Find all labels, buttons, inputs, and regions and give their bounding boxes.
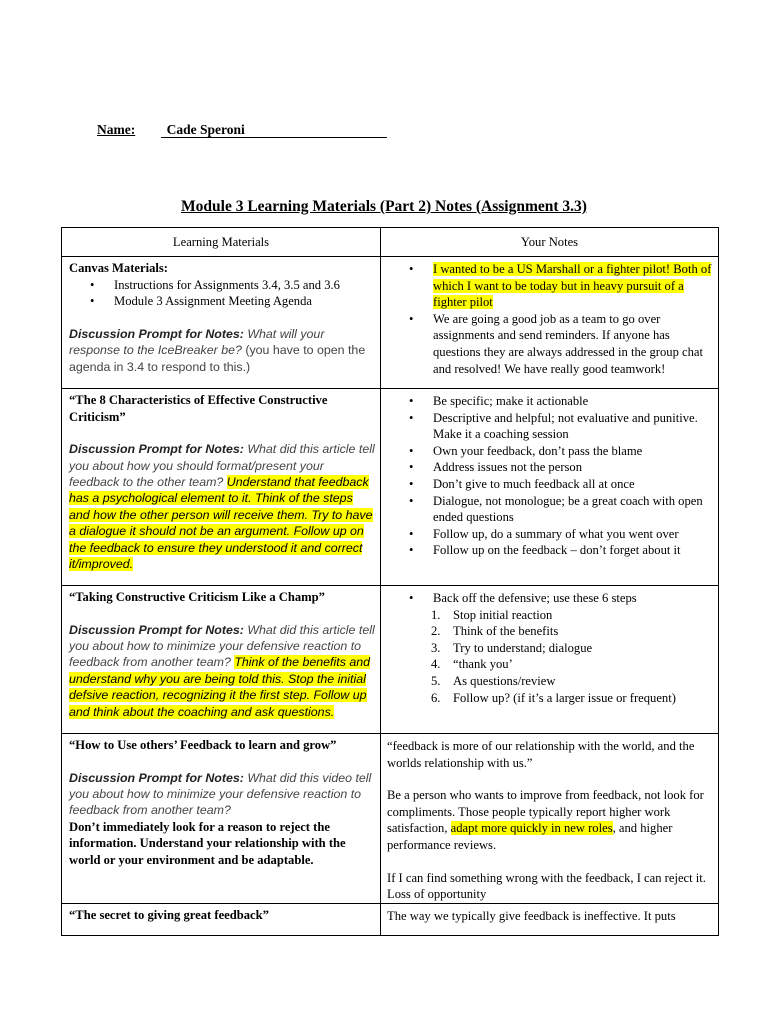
list-item: • Follow up, do a summary of what you went over	[387, 526, 712, 543]
list-item: • Descriptive and helpful; not evaluative and punitive. Make it a coaching session	[387, 410, 712, 443]
materials-cell	[62, 903, 381, 935]
prompt-extra: (you have to open the agenda in 3.4 to respond to this.)	[69, 343, 366, 374]
answer-text: Understand that feedback has a psychological element to it. Think of the steps and how the other person will receive them. Try to have a dialogue it should not be an argument. Follow up on the feedback to ensure they understood it and correct it/improved.	[69, 475, 373, 572]
materials-cell	[62, 734, 381, 904]
prompt-text: What will your response to the IceBreaker be?	[69, 326, 325, 358]
name-label: Name:	[97, 122, 136, 137]
notes-list	[387, 590, 712, 607]
col-header-learning-materials: Learning Materials	[62, 228, 381, 257]
row-heading: “Taking Constructive Criticism Like a Champ”	[69, 590, 325, 604]
discussion-prompt	[69, 326, 375, 375]
table-row	[62, 586, 719, 734]
materials-cell	[62, 389, 381, 586]
table-row	[62, 903, 719, 935]
notes-cell	[381, 903, 719, 935]
prompt-label: Discussion Prompt for Notes:	[69, 326, 244, 341]
note-paragraph: The way we typically give feedback is ineffective. It puts	[387, 908, 676, 923]
notes-list	[387, 393, 712, 559]
prompt-text: What did this article tell you about how you should format/present your feedback to the other team?	[69, 442, 375, 489]
prompt-label: Discussion Prompt for Notes:	[69, 770, 244, 785]
list-item: 4. “thank you’	[431, 657, 513, 672]
prompt-label: Discussion Prompt for Notes:	[69, 442, 244, 457]
list-item: 1. Stop initial reaction	[431, 607, 553, 622]
list-item: • Address issues not the person	[387, 459, 712, 476]
answer-text: Think of the benefits and understand why you are being told this. Stop the initial defsive reaction, recognizing it the first step. Follow up and think about the coaching and ask questions.	[69, 655, 371, 719]
prompt-text: What did this article tell you about how to minimize your defensive reaction to feedback from another team?	[69, 622, 375, 670]
row-heading: Canvas Materials:	[69, 261, 168, 275]
list-item: • Back off the defensive; use these 6 steps	[387, 590, 712, 607]
materials-cell	[62, 586, 381, 734]
name-value: Cade Speroni	[161, 122, 387, 138]
notes-cell	[381, 586, 719, 734]
discussion-prompt	[69, 441, 375, 572]
col-header-your-notes: Your Notes	[381, 228, 719, 257]
note-quote: “feedback is more of our relationship with the world, and the worlds relationship with us.”	[387, 739, 695, 770]
name-line	[97, 122, 387, 138]
list-item: 3. Try to understand; dialogue	[431, 640, 593, 655]
discussion-prompt	[69, 622, 375, 720]
prompt-text: What did this video tell you about how to minimize your defensive reaction to feedback from another team?	[69, 770, 372, 818]
table-row	[62, 389, 719, 586]
note-paragraph: If I can find something wrong with the feedback, I can reject it. Loss of opportunity	[387, 870, 706, 902]
notes-cell	[381, 734, 719, 904]
table-row	[62, 257, 719, 389]
row-heading: “The secret to giving great feedback”	[69, 907, 269, 922]
list-item: • We are going a good job as a team to go over assignments and send reminders. If anyone has questions they are always addressed in the group chat and resolved! We have really good teamwork!	[387, 311, 712, 377]
list-item: 2. Think of the benefits	[431, 624, 559, 639]
list-item: • I wanted to be a US Marshall or a fighter pilot! Both of which I want to be today but in heavy pursuit of a fighter pilot	[387, 261, 712, 311]
materials-list	[69, 277, 375, 310]
notes-table	[61, 227, 719, 936]
steps-list	[387, 607, 712, 707]
notes-cell	[381, 257, 719, 389]
list-item: • Dialogue, not monologue; be a great coach with open ended questions	[387, 493, 712, 526]
discussion-prompt	[69, 770, 375, 819]
list-item: • Follow up on the feedback – don’t forget about it	[387, 542, 712, 559]
table-header-row	[62, 228, 719, 257]
note-paragraph: Be a person who wants to improve from feedback, not look for compliments. Those people typically report higher work satisfaction, adapt more quickly in new roles, and higher performance reviews.	[387, 788, 704, 852]
list-item: • Be specific; make it actionable	[387, 393, 712, 410]
list-item: • Own your feedback, don’t pass the blame	[387, 443, 712, 460]
list-item: • Instructions for Assignments 3.4, 3.5 and 3.6	[69, 277, 375, 294]
materials-cell	[62, 257, 381, 389]
document-title: Module 3 Learning Materials (Part 2) Notes (Assignment 3.3)	[181, 198, 587, 215]
notes-cell	[381, 389, 719, 586]
list-item: 6. Follow up? (if it’s a larger issue or frequent)	[431, 690, 676, 705]
table-row	[62, 734, 719, 904]
list-item: • Module 3 Assignment Meeting Agenda	[69, 293, 375, 310]
prompt-label: Discussion Prompt for Notes:	[69, 622, 244, 637]
list-item: 5. As questions/review	[431, 673, 556, 688]
notes-list	[387, 261, 712, 377]
answer-text: Don’t immediately look for a reason to reject the information. Understand your relationship with the world or your environment and be adaptable.	[69, 819, 346, 867]
row-heading: “The 8 Characteristics of Effective Constructive Criticism”	[69, 393, 328, 424]
list-item: • Don’t give to much feedback all at once	[387, 476, 712, 493]
row-heading: “How to Use others’ Feedback to learn and grow”	[69, 738, 337, 752]
